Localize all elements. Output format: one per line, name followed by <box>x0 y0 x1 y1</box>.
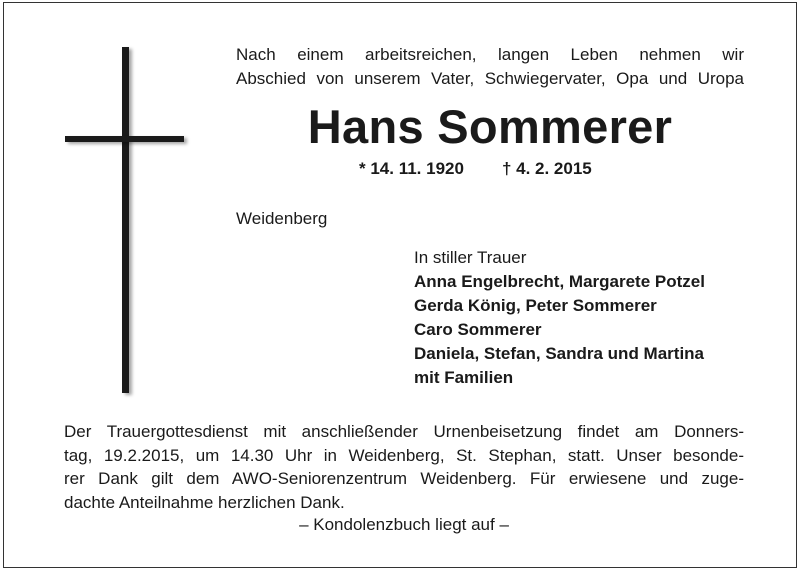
mourner-line: Anna Engelbrecht, Margarete Potzel <box>414 272 705 291</box>
deceased-name: Hans Sommerer <box>307 100 673 153</box>
intro-line: Abschied von unserem Vater, Schwiegervater, Opa und Uropa <box>236 69 744 88</box>
obituary-notice <box>3 2 797 568</box>
service-line: Der Trauergottesdienst mit anschließender Urnenbeisetzung findet am Donners- <box>64 422 744 441</box>
death-date: † 4. 2. 2015 <box>501 159 592 178</box>
service-line: dachte Anteilnahme herzlichen Dank. <box>64 492 345 512</box>
cross-vertical-beam <box>122 47 129 393</box>
intro-text <box>236 43 744 91</box>
residence-place: Weidenberg <box>236 209 328 228</box>
service-line: tag, 19.2.2015, um 14.30 Uhr in Weidenberg, St. Stephan, statt. Unser besonde- <box>64 445 744 465</box>
mourner-line: Caro Sommerer <box>414 320 542 339</box>
birth-date: * 14. 11. 1920 <box>359 159 464 178</box>
condolence-note: – Kondolenzbuch liegt auf – <box>299 515 509 534</box>
mourning-phrase: In stiller Trauer <box>414 248 527 267</box>
mourner-line: Daniela, Stefan, Sandra und Martina <box>414 344 705 363</box>
cross-horizontal-beam <box>65 136 184 142</box>
intro-line: Nach einem arbeitsreichen, langen Leben nehmen wir <box>236 45 744 64</box>
mourner-line: Gerda König, Peter Sommerer <box>414 296 657 315</box>
mourners-block <box>414 246 705 390</box>
life-dates <box>359 157 592 181</box>
service-announcement <box>64 420 744 514</box>
service-line: rer Dank gilt dem AWO-Seniorenzentrum Weidenberg. Für erwiesene und zuge- <box>64 469 744 488</box>
mourner-line: mit Familien <box>414 368 514 387</box>
